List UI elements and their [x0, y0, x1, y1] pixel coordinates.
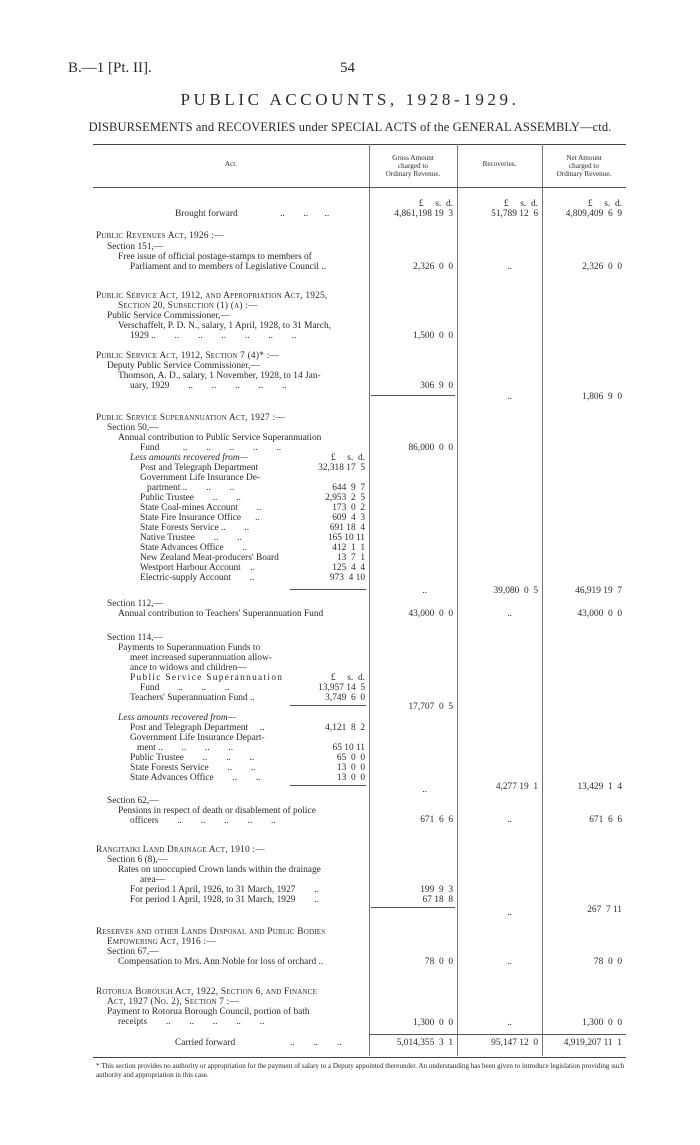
- item-text: Public Service Superannuation: [130, 673, 284, 683]
- item-text: For period 1 April, 1926, to 31 March, 1927 ..: [130, 885, 319, 895]
- dots: .. .. ..: [280, 209, 330, 219]
- recoveries-amount: 4,277 19 1: [495, 782, 538, 792]
- act-heading: Act, 1927 (No. 2), Section 7 :—: [107, 997, 240, 1007]
- subtotal-rule: [290, 705, 366, 706]
- gross-amount: 199 9 3: [420, 885, 453, 895]
- recovered-item-amount: 65 10 11: [332, 743, 365, 753]
- recovered-item-label: Post and Telegraph Department: [140, 463, 259, 473]
- recovered-item-amount: 691 18 4: [329, 523, 365, 533]
- recoveries-amount: ..: [507, 609, 512, 619]
- total-rule: [369, 1034, 626, 1035]
- item-text: ance to widows and children—: [130, 663, 247, 673]
- section-label: Section 62,—: [107, 796, 159, 806]
- subtotal-rule: [371, 907, 455, 908]
- recovered-item-amount: 173 0 2: [332, 503, 365, 513]
- recoveries-amount: ..: [507, 815, 512, 825]
- recovered-item-amount: 609 4 3: [332, 513, 365, 523]
- recovered-item-amount: 13 0 0: [336, 763, 365, 773]
- column-header-act: Act.: [224, 160, 238, 168]
- item-text: Payment to Rotorua Borough Council, portion of bath: [107, 1007, 310, 1017]
- brought-forward-recoveries: 51,789 12 6: [491, 209, 538, 219]
- item-text: Free issue of official postage-stamps to members of: [118, 252, 312, 262]
- carried-forward-net: 4,919,207 11 1: [563, 1038, 622, 1048]
- gross-amount: 78 0 0: [424, 957, 453, 967]
- item-text: Pensions in respect of death or disablement of police: [118, 806, 316, 816]
- units-inner: £ s. d.: [330, 453, 365, 463]
- column-divider-net: [542, 144, 543, 1056]
- item-text: Parliament and to members of Legislative Council ..: [130, 262, 327, 272]
- column-header-gross: Gross Amount charged to Ordinary Revenue.: [385, 154, 441, 178]
- recovered-item-label: State Forests Service .. ..: [140, 523, 250, 533]
- units-recoveries: £ s. d.: [503, 199, 538, 209]
- section-label: Section 151,—: [107, 242, 164, 252]
- net-amount: 267 7 11: [587, 905, 622, 915]
- recovered-item-amount: 973 4 10: [329, 573, 365, 583]
- recovered-item-label: State Advances Office .. ..: [130, 773, 261, 783]
- units-inner: £ s. d.: [330, 673, 365, 683]
- act-heading: Rotorua Borough Act, 1922, Section 6, and Finance: [96, 987, 318, 997]
- dots: .. .. ..: [290, 1038, 342, 1048]
- section-label: Section 114,—: [107, 633, 163, 643]
- header-rule: [93, 187, 626, 188]
- recovered-item-label: Electric-supply Account ..: [140, 573, 255, 583]
- item-text: For period 1 April, 1928, to 31 March, 1929 ..: [130, 895, 319, 905]
- recoveries-amount: ..: [507, 1018, 512, 1028]
- footnote: * This section provides no authority or appropriation for the payment of salary to a Deputy appointed thereunder. An understanding has been given to introduce legislation providing such authority and appropriation in this case.: [96, 1062, 625, 1079]
- accounts-table: [93, 144, 626, 1058]
- recovered-item-amount: 65 0 0: [336, 753, 365, 763]
- act-heading: Rangitaiki Land Drainage Act, 1910 :—: [96, 845, 265, 855]
- item-text: Thomson, A. D., salary, 1 November, 1928, to 14 Jan-: [118, 371, 321, 381]
- recovered-item-label: Public Trustee .. ..: [140, 493, 241, 503]
- recovered-item-label: State Coal-mines Account ..: [140, 503, 262, 513]
- act-heading: Public Service Act, 1912, and Appropriation Act, 1925,: [96, 291, 328, 301]
- subtotal-rule: [290, 589, 366, 590]
- document-reference: B.—1 [Pt. II].: [68, 60, 152, 76]
- sub-amount: 3,749 6 0: [325, 693, 365, 703]
- carried-forward-gross: 5,014,355 3 1: [396, 1038, 453, 1048]
- net-amount: 43,000 0 0: [577, 609, 622, 619]
- recovered-item-label: State Fire Insurance Office ..: [140, 513, 260, 523]
- recoveries-amount: ..: [507, 392, 512, 402]
- recovered-item-amount: 165 10 11: [327, 533, 365, 543]
- recovered-item-label: State Advances Office ..: [140, 543, 248, 553]
- gross-amount: 67 18 8: [422, 895, 453, 905]
- subtotal-rule: [371, 395, 455, 396]
- recoveries-amount: ..: [507, 957, 512, 967]
- item-text: Rates on unoccupied Crown lands within the drainage: [118, 865, 321, 875]
- net-amount: 1,300 0 0: [582, 1018, 622, 1028]
- recovered-item-amount: 13 0 0: [336, 773, 365, 783]
- recovered-item-label: Westport Harbour Account ..: [140, 563, 255, 573]
- net-amount: 78 0 0: [593, 957, 622, 967]
- act-heading: Reserves and other Lands Disposal and Public Bodies: [96, 927, 326, 937]
- recovered-item-amount: 125 4 4: [332, 563, 365, 573]
- item-text: Fund .. .. ..: [140, 683, 230, 693]
- units-gross: £ s. d.: [418, 199, 453, 209]
- item-text: receipts .. .. .. .. ..: [118, 1017, 265, 1027]
- item-text: officers .. .. .. .. ..: [130, 816, 276, 826]
- act-heading: Public Revenues Act, 1926 :—: [96, 231, 224, 241]
- recovered-item-label: New Zealand Meat-producers' Board: [140, 553, 279, 563]
- subtotal-rule: [290, 785, 366, 786]
- recovered-item-label: Post and Telegraph Department ..: [130, 723, 265, 733]
- recoveries-amount: ..: [507, 262, 512, 272]
- gross-amount: 43,000 0 0: [408, 609, 453, 619]
- item-text: Annual contribution to Teachers' Superannuation Fund: [118, 609, 324, 619]
- sub-amount: 13,957 14 5: [318, 683, 365, 693]
- section-label: Section 67,—: [107, 947, 159, 957]
- recovered-item-label: State Forests Service .. ..: [130, 763, 256, 773]
- item-text: Deputy Public Service Commissioner,—: [107, 361, 260, 371]
- recovered-item-label: Public Trustee .. .. ..: [130, 753, 255, 763]
- carried-forward-recoveries: 95,147 12 0: [491, 1038, 538, 1048]
- recoveries-amount: 39,080 0 5: [493, 586, 538, 596]
- recovered-item-amount: 4,121 8 2: [325, 723, 365, 733]
- section-label: Section 112,—: [107, 599, 163, 609]
- page-title: PUBLIC ACCOUNTS, 1928-1929.: [180, 90, 520, 109]
- gross-amount: 86,000 0 0: [408, 443, 453, 453]
- brought-forward-gross: 4,861,198 19 3: [394, 209, 453, 219]
- item-text: Verschaffelt, P. D. N., salary, 1 April, 1928, to 31 March,: [118, 321, 331, 331]
- column-header-net: Net Amount charged to Ordinary Revenue.: [556, 154, 612, 178]
- act-heading: Public Service Act, 1912, Section 7 (4)* :—: [96, 351, 279, 361]
- net-amount: 2,326 0 0: [582, 262, 622, 272]
- gross-amount: 1,300 0 0: [413, 1018, 453, 1028]
- gross-amount: 671 6 6: [420, 815, 453, 825]
- units-net: £ s. d.: [587, 199, 622, 209]
- act-heading: Public Service Superannuation Act, 1927 :—: [96, 413, 285, 423]
- act-heading: Section 20, Subsection (1) (a) :—: [118, 301, 258, 311]
- recovered-item-label: Government Life Insurance Depart-: [130, 733, 265, 743]
- gross-amount: ..: [422, 586, 427, 596]
- page-subtitle: DISBURSEMENTS and RECOVERIES under SPECIAL ACTS of the GENERAL ASSEMBLY—ctd.: [88, 120, 612, 134]
- recovered-item-amount: 412 1 1: [332, 543, 365, 553]
- recoveries-amount: ..: [507, 908, 512, 918]
- item-text: 1929 .. .. .. .. .. .. ..: [130, 331, 297, 341]
- brought-forward-net: 4,809,409 6 9: [565, 209, 622, 219]
- column-header-recoveries: Recoveries.: [482, 160, 517, 168]
- net-amount: 46,919 19 7: [575, 586, 622, 596]
- item-text: uary, 1929 .. .. .. .. ..: [130, 381, 287, 391]
- recovered-item-label: ment .. .. .. ..: [130, 743, 234, 753]
- item-text: Teachers' Superannuation Fund ..: [130, 693, 255, 703]
- gross-amount: 17,707 0 5: [408, 702, 453, 712]
- item-text: Fund .. .. .. .. ..: [140, 443, 282, 453]
- recovered-item-label: partment .. .. ..: [140, 483, 235, 493]
- column-divider-gross: [369, 144, 370, 1056]
- item-text: Payments to Superannuation Funds to: [118, 643, 261, 653]
- carried-forward-label: Carried forward: [175, 1038, 236, 1048]
- less-recovered-label: Less amounts recovered from—: [130, 453, 248, 463]
- less-recovered-label: Less amounts recovered from—: [118, 713, 236, 723]
- gross-amount: 2,326 0 0: [413, 262, 453, 272]
- recovered-item-amount: 32,318 17 5: [318, 463, 365, 473]
- recovered-item-label: Native Trustee .. ..: [140, 533, 242, 543]
- section-label: Section 50,—: [107, 423, 159, 433]
- item-text: meet increased superannuation allow-: [130, 653, 272, 663]
- gross-amount: 306 9 0: [420, 381, 453, 391]
- section-label: Section 6 (8),—: [107, 855, 168, 865]
- recovered-item-label: Government Life Insurance De-: [140, 473, 260, 483]
- item-text: Public Service Commissioner,—: [107, 311, 230, 321]
- recovered-item-amount: 644 9 7: [332, 483, 365, 493]
- item-text: area—: [140, 875, 165, 885]
- net-amount: 671 6 6: [589, 815, 622, 825]
- recovered-item-amount: 13 7 1: [336, 553, 365, 563]
- recovered-item-amount: 2,953 2 5: [325, 493, 365, 503]
- item-text: Compensation to Mrs. Ann Noble for loss of orchard ..: [118, 957, 324, 967]
- net-amount: 1,806 9 0: [582, 392, 622, 402]
- item-text: Annual contribution to Public Service Superannuation: [118, 433, 322, 443]
- column-divider-recoveries: [457, 144, 458, 1056]
- gross-amount: ..: [422, 785, 427, 795]
- page-number: 54: [340, 60, 355, 76]
- brought-forward-label: Brought forward: [175, 209, 238, 219]
- net-amount: 13,429 1 4: [577, 782, 622, 792]
- act-heading: Empowering Act, 1916 :—: [107, 937, 216, 947]
- gross-amount: 1,500 0 0: [413, 331, 453, 341]
